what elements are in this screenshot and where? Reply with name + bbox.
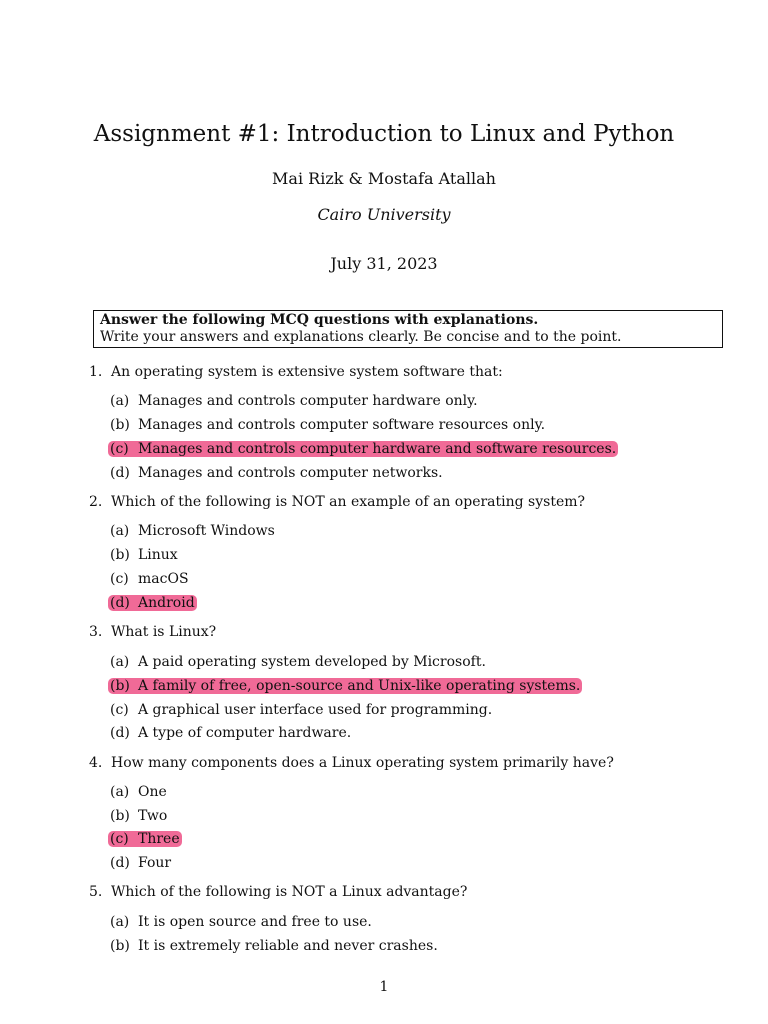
option-text: Microsoft Windows bbox=[138, 523, 275, 539]
question-number: 1. bbox=[89, 364, 103, 380]
option-3b-highlighted bbox=[110, 677, 582, 695]
question-5 bbox=[89, 883, 467, 901]
option-text: Three bbox=[138, 831, 180, 847]
answer-highlight bbox=[108, 595, 197, 611]
option-2c bbox=[110, 570, 189, 588]
option-label: (b) bbox=[110, 938, 130, 954]
authors: Mai Rizk & Mostafa Atallah bbox=[272, 169, 496, 188]
option-3d bbox=[110, 724, 351, 742]
question-number: 3. bbox=[89, 624, 103, 640]
option-4b bbox=[110, 807, 167, 825]
option-label: (c) bbox=[110, 441, 129, 457]
option-2a bbox=[110, 522, 275, 540]
instructions-heading: Answer the following MCQ questions with explanations. bbox=[100, 312, 539, 328]
option-3a bbox=[110, 653, 486, 671]
option-text: Android bbox=[138, 595, 195, 611]
question-4 bbox=[89, 754, 614, 772]
option-label: (a) bbox=[110, 654, 130, 670]
option-2b bbox=[110, 546, 178, 564]
option-text: macOS bbox=[138, 571, 189, 587]
option-label: (a) bbox=[110, 784, 130, 800]
option-label: (d) bbox=[110, 725, 130, 741]
option-text: A graphical user interface used for programming. bbox=[138, 702, 493, 718]
option-text: Two bbox=[138, 808, 168, 824]
question-number: 2. bbox=[89, 494, 103, 510]
affiliation: Cairo University bbox=[317, 205, 451, 224]
question-text: An operating system is extensive system software that: bbox=[111, 364, 503, 380]
option-text: A paid operating system developed by Microsoft. bbox=[138, 654, 486, 670]
option-text: Manages and controls computer hardware only. bbox=[138, 393, 478, 409]
option-label: (b) bbox=[110, 547, 130, 563]
option-label: (d) bbox=[110, 465, 130, 481]
question-1 bbox=[89, 363, 503, 381]
option-label: (b) bbox=[110, 417, 130, 433]
page-number: 1 bbox=[379, 979, 389, 995]
option-4a bbox=[110, 783, 167, 801]
instructions-text: Write your answers and explanations clearly. Be concise and to the point. bbox=[100, 329, 622, 345]
option-text: A type of computer hardware. bbox=[138, 725, 352, 741]
option-text: Manages and controls computer networks. bbox=[138, 465, 443, 481]
option-4c-highlighted bbox=[110, 830, 182, 848]
option-label: (d) bbox=[110, 855, 130, 871]
instructions-box bbox=[93, 310, 723, 348]
option-label: (a) bbox=[110, 914, 130, 930]
option-text: A family of free, open-source and Unix-like operating systems. bbox=[138, 678, 581, 694]
option-label: (c) bbox=[110, 571, 129, 587]
question-text: Which of the following is NOT an example of an operating system? bbox=[111, 494, 586, 510]
option-5b bbox=[110, 937, 438, 955]
document-date: July 31, 2023 bbox=[330, 254, 438, 273]
option-1b bbox=[110, 416, 545, 434]
option-4d bbox=[110, 854, 171, 872]
option-text: It is extremely reliable and never crashes. bbox=[138, 938, 438, 954]
answer-highlight bbox=[108, 441, 618, 457]
question-text: How many components does a Linux operating system primarily have? bbox=[111, 755, 614, 771]
question-text: What is Linux? bbox=[111, 624, 217, 640]
question-number: 4. bbox=[89, 755, 103, 771]
question-3 bbox=[89, 623, 216, 641]
option-text: Linux bbox=[138, 547, 178, 563]
option-label: (b) bbox=[110, 808, 130, 824]
option-label: (a) bbox=[110, 523, 130, 539]
question-text: Which of the following is NOT a Linux advantage? bbox=[111, 884, 468, 900]
option-text: Manages and controls computer hardware and software resources. bbox=[138, 441, 617, 457]
option-label: (a) bbox=[110, 393, 130, 409]
option-1d bbox=[110, 464, 443, 482]
answer-highlight bbox=[108, 678, 582, 694]
option-2d-highlighted bbox=[110, 594, 197, 612]
question-2 bbox=[89, 493, 585, 511]
option-label: (c) bbox=[110, 831, 129, 847]
option-1a bbox=[110, 392, 478, 410]
option-text: Four bbox=[138, 855, 172, 871]
option-label: (c) bbox=[110, 702, 129, 718]
question-number: 5. bbox=[89, 884, 103, 900]
document-title: Assignment #1: Introduction to Linux and Python bbox=[93, 121, 675, 147]
option-label: (b) bbox=[110, 678, 130, 694]
option-text: One bbox=[138, 784, 167, 800]
option-text: It is open source and free to use. bbox=[138, 914, 372, 930]
option-3c bbox=[110, 701, 492, 719]
option-label: (d) bbox=[110, 595, 130, 611]
option-text: Manages and controls computer software resources only. bbox=[138, 417, 546, 433]
option-1c-highlighted bbox=[110, 440, 618, 458]
answer-highlight bbox=[108, 831, 182, 847]
option-5a bbox=[110, 913, 372, 931]
